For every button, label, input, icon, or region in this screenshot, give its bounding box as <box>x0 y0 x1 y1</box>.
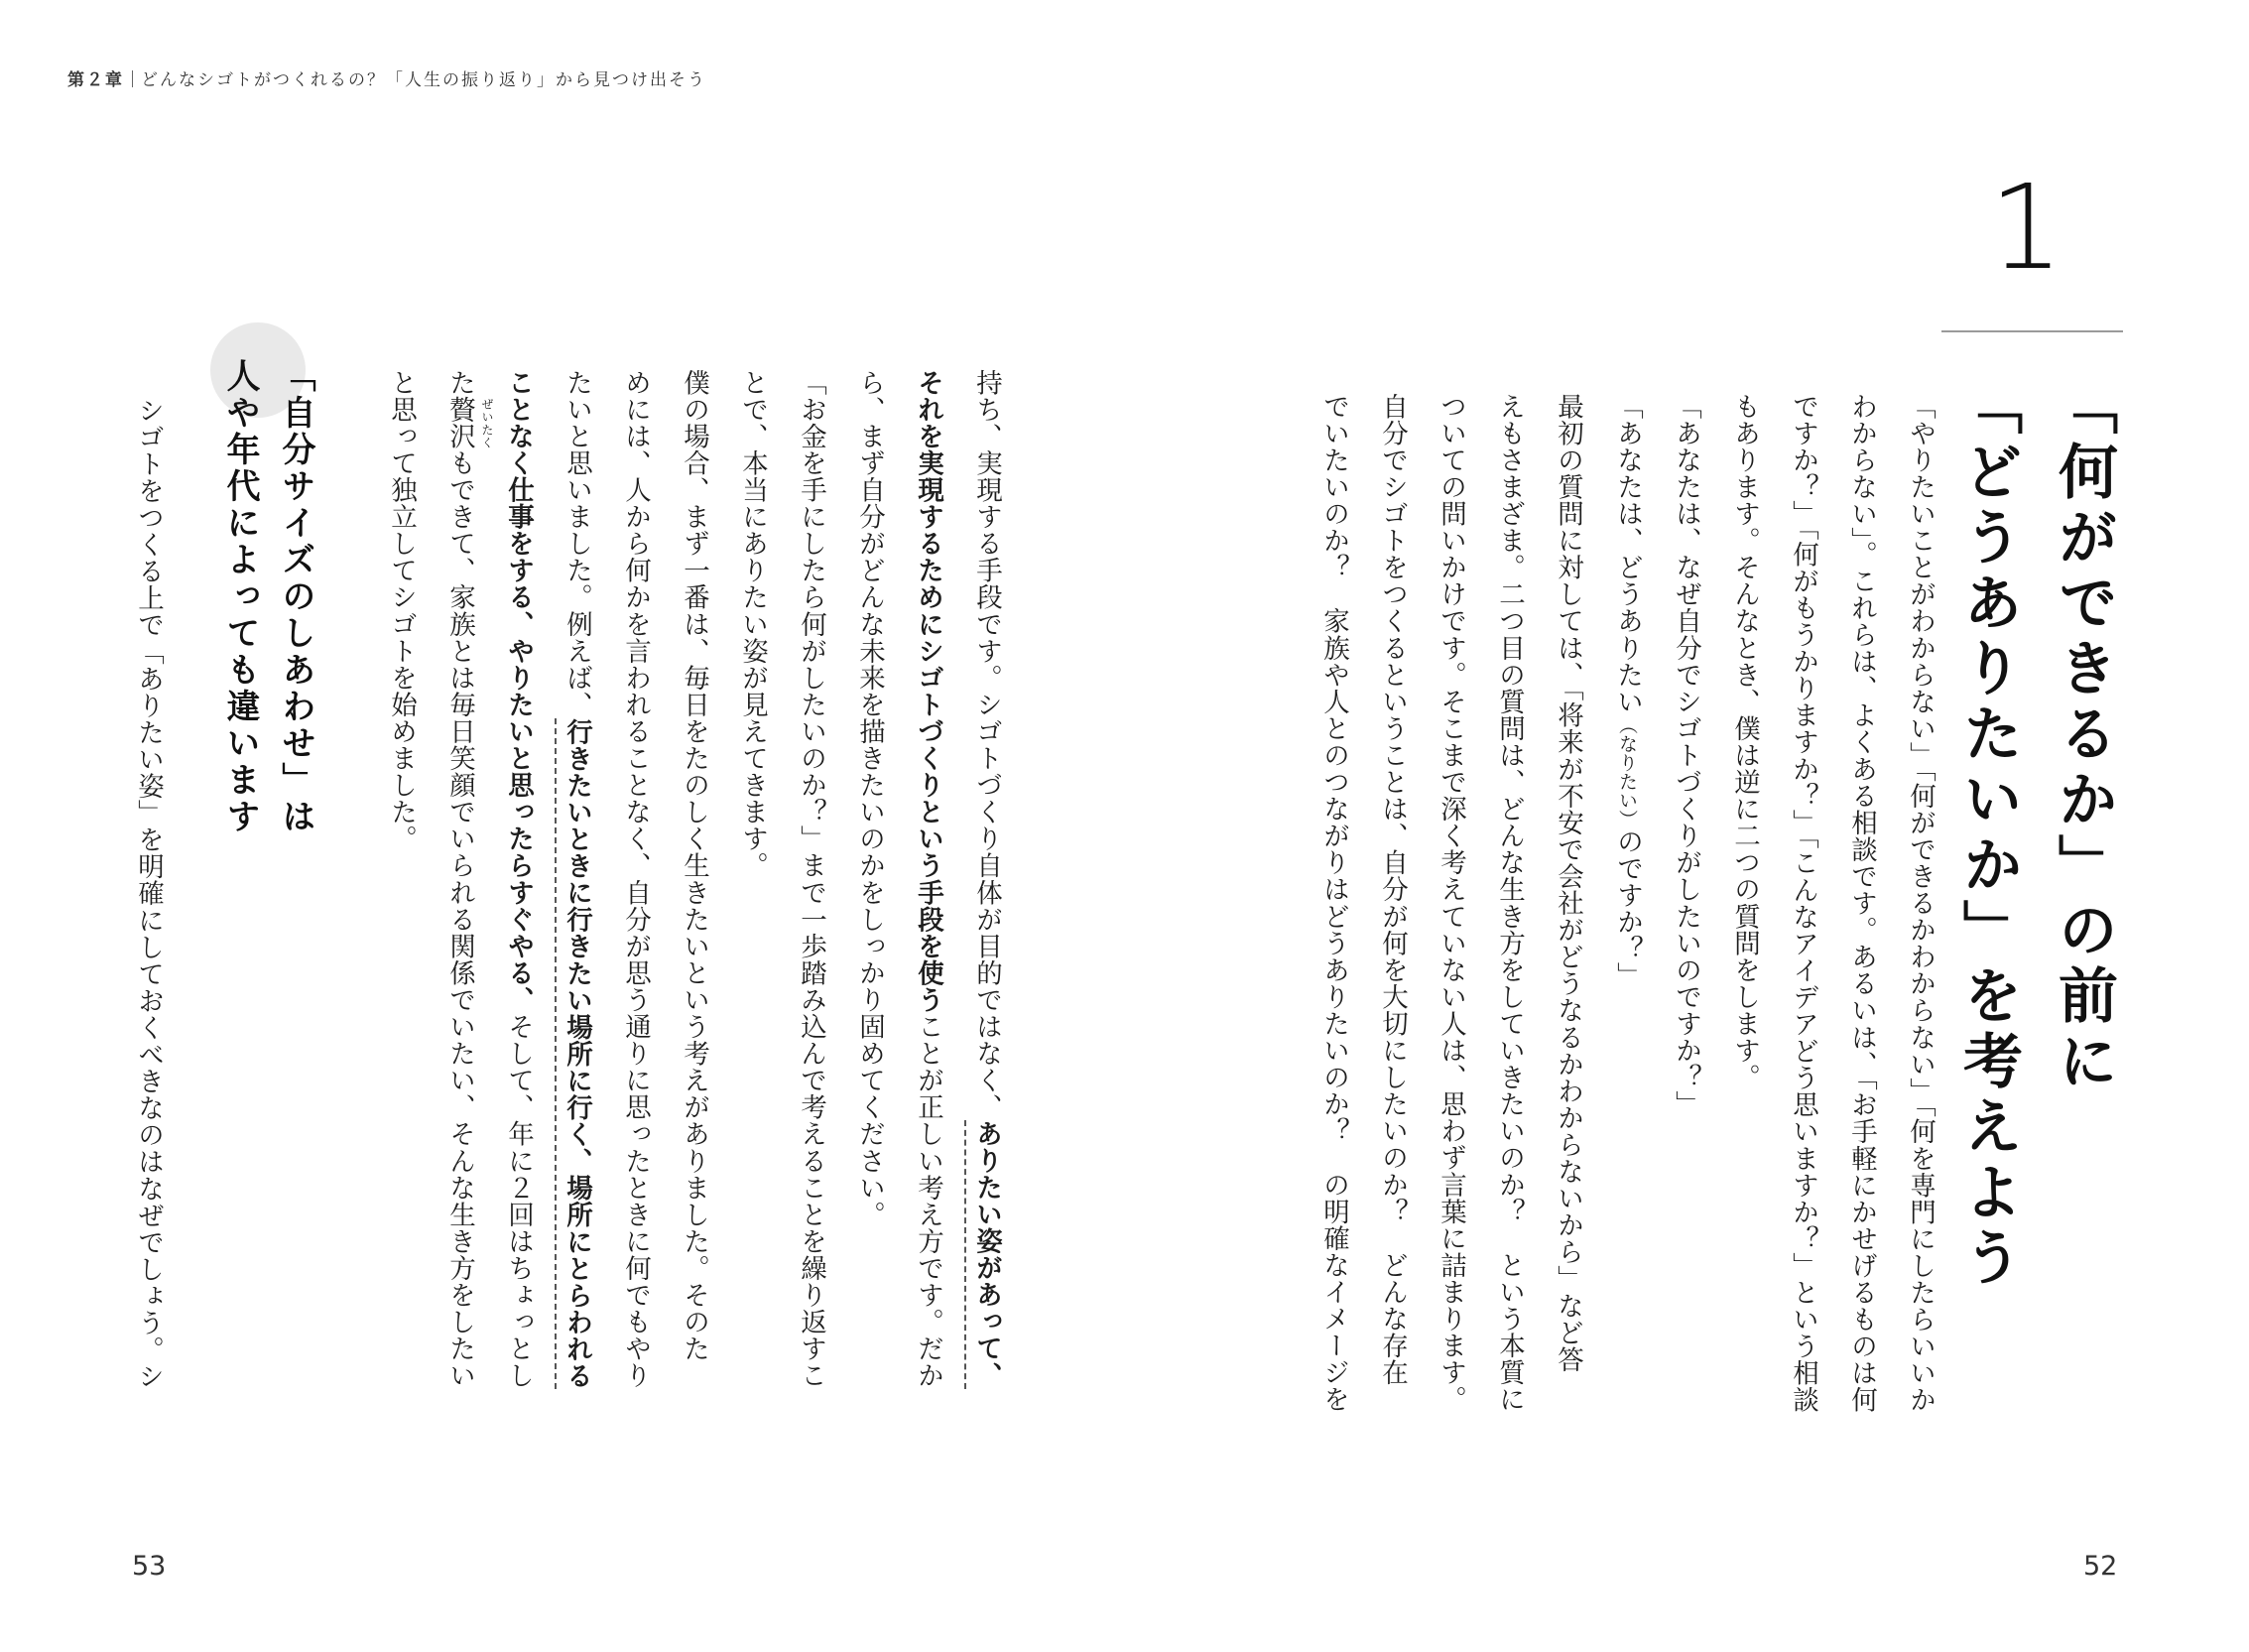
body-line: 「お金を手にしたら何がしたいのか？」まで一歩踏み込んで考えることを繰り返すこ <box>796 369 826 1389</box>
title-rule <box>1941 330 2123 332</box>
body-line <box>431 369 494 1500</box>
body-line-text: のですか？」 <box>1612 827 1643 989</box>
sub-heading <box>212 358 323 993</box>
body-line-text: そして、年に２回はちょっとし <box>503 1013 534 1389</box>
running-header <box>67 65 706 90</box>
body-line-text: 持ち、実現する手段です。シゴトづくり自体が目的ではなく、 <box>971 369 1002 1121</box>
small-annotation: （なりたい） <box>1616 714 1638 828</box>
body-line <box>957 369 1016 1500</box>
body-line-text: もできて、家族とは毎日笑顔でいられる関係でいたい、そんな生き方をしたい <box>444 449 475 1389</box>
body-line <box>1597 393 1657 1524</box>
ruby-word <box>444 396 494 450</box>
body-line-text: 「あなたは、どうありたい <box>1612 393 1643 715</box>
body-line: もあります。そんなとき、僕は逆に二つの質問をします。 <box>1729 393 1760 1091</box>
body-line: ですか？」「何がもうかりますか？」「こんなアイデアどう思いますか？」という相談 <box>1788 393 1818 1414</box>
body-line: でいたいのか？ 家族や人とのつながりはどうありたいのか？ の明確なイメージを <box>1318 393 1349 1413</box>
page-number-left: 53 <box>132 1551 167 1582</box>
page-number-right: 52 <box>2083 1551 2118 1582</box>
emphasis-text: 行きたいときに行きたい場所に行く、場所にとらわれる <box>555 718 592 1389</box>
body-line: とで、本当にありたい姿が見えてきます。 <box>737 369 768 879</box>
left-page-last-line: シゴトをつくる上で「ありたい姿」を明確にしておくべきなのはなぜでしょう。シ <box>133 397 164 1390</box>
body-line-text: た <box>444 369 475 397</box>
body-line-text: ことが正しい考え方です。だか <box>913 1013 943 1389</box>
chapter-label: 第２章 <box>67 70 124 90</box>
emphasis-text: ありたい姿があって、 <box>964 1120 1002 1389</box>
body-line: 「あなたは、なぜ自分でシゴトづくりがしたいのですか？」 <box>1671 393 1701 1118</box>
body-line: 僕の場合、まず一番は、毎日をたのしく生きたいという考えがありました。そのた <box>679 369 709 1362</box>
right-page-body <box>1305 393 1949 1524</box>
body-line-text: たいと思いました。例えば、 <box>562 369 592 718</box>
body-line: わからない」。これらは、よくある相談です。あるいは、「お手軽にかせげるものは何 <box>1846 393 1877 1414</box>
body-line: 「やりたいことがわからない」「何ができるかわからない」「何を専門にしたらいいか <box>1905 393 1936 1414</box>
chapter-title: どんなシゴトがつくれるの？「人生の振り返り」から見つけ出そう <box>141 70 706 90</box>
body-line: ついての問いかけです。そこまで深く考えていない人は、思わず言葉に詰まります。 <box>1436 393 1466 1413</box>
ruby-reading: ぜいたく <box>480 398 494 450</box>
body-line: えもさまざま。二つ目の質問は、どんな生き方をしていきたいのか？ という本質に <box>1494 393 1525 1413</box>
ruby-base: 贅沢 <box>444 396 475 450</box>
body-line <box>548 369 606 1500</box>
sub-heading-line-1: 「自分サイズのしあわせ」は <box>276 358 315 835</box>
body-line <box>489 369 548 1500</box>
body-line <box>899 369 957 1500</box>
body-line: 最初の質問に対しては、「将来が不安で会社がどうなるかわからないから」など答 <box>1553 393 1583 1373</box>
emphasis-text: ことなく仕事をする、やりたいと思ったらすぐやる、 <box>503 369 534 1014</box>
section-title-line-2: 「どうありたいか」を考えよう <box>1953 375 2023 1292</box>
body-line: めには、人から何かを言われることなく、自分が思う通りに思ったときに何でもやり <box>620 369 651 1389</box>
body-line: ら、まず自分がどんな未来を描きたいのかをしっかり固めてください。 <box>854 369 885 1228</box>
header-divider <box>132 70 133 87</box>
left-page-body <box>372 369 1016 1500</box>
body-line: 自分でシゴトをつくるということは、自分が何を大切にしたいのか？ どんな存在 <box>1377 393 1408 1386</box>
section-title-line-1: 「何ができるか」の前に <box>2049 375 2118 1095</box>
body-line: と思って独立してシゴトを始めました。 <box>386 369 417 852</box>
sub-heading-line-2: 人や年代によっても違います <box>220 358 260 835</box>
section-number: 1 <box>1989 159 2064 296</box>
section-title <box>1940 375 2131 1328</box>
emphasis-text: それを実現するためにシゴトづくりという手段を使う <box>913 369 943 1014</box>
